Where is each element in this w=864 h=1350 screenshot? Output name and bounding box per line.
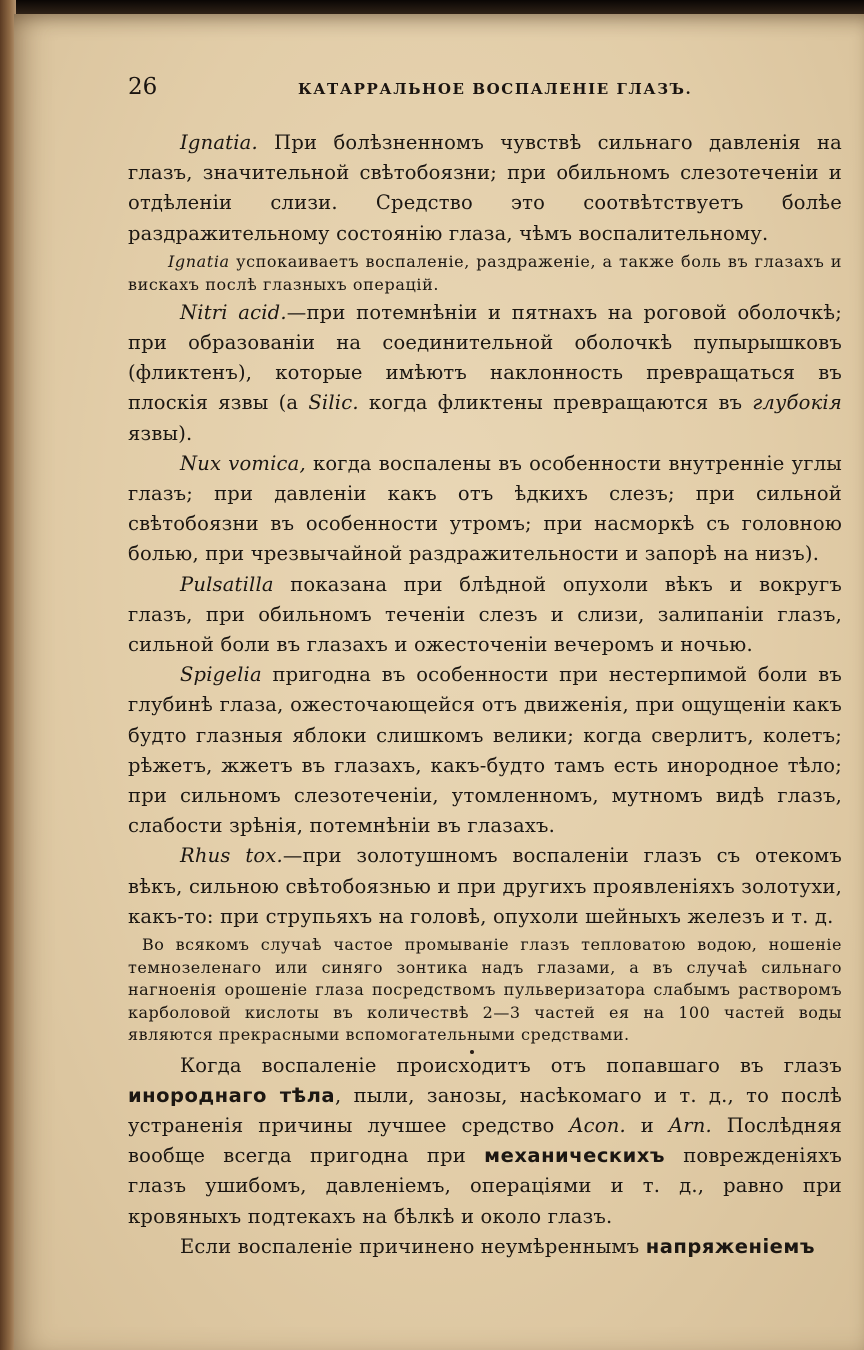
paragraph-spigelia — [128, 660, 842, 841]
emphasis: глубокія — [752, 391, 842, 415]
remedy-name: Acon. — [569, 1113, 626, 1137]
remedy-name: Arn. — [668, 1113, 712, 1137]
bold-term: механическихъ — [484, 1144, 666, 1168]
paragraph-text: —при потемнѣніи и пятнахъ на роговой оболочкѣ; при образованіи на соединительной оболочкѣ пупырышковъ (фликтенъ), которые имѣютъ наклонность превращаться въ плоскія язвы (а — [128, 300, 843, 415]
page-number: 26 — [128, 74, 158, 100]
bold-term: инороднаго тѣла — [128, 1083, 336, 1107]
paragraph-text: При болѣзненномъ чувствѣ сильнаго давленія на глазъ, значительной свѣтобоязни; при обильномъ слезотеченіи и отдѣленіи слизи. Средство это соотвѣтствуетъ болѣе раздражительному состоянію глаза, чѣмъ воспалительному. — [128, 131, 842, 245]
paragraph-text: Когда воспаленіе происходитъ отъ попавшаго въ глазъ — [180, 1053, 842, 1077]
bold-term: напряженіемъ — [645, 1234, 815, 1258]
paragraph-text: Послѣдняя вообще всегда пригодна при — [128, 1113, 842, 1168]
remedy-name: Ignatia — [168, 251, 230, 271]
paragraph-rhus-tox — [128, 841, 842, 932]
paragraph-text: поврежденіяхъ глазъ ушибомъ, давленіемъ, операціями и т. д., равно при кровяныхъ подтекахъ на бѣлкѣ и около глазъ. — [128, 1144, 842, 1228]
remedy-name: Ignatia. — [180, 131, 258, 154]
paragraph-text: , пыли, занозы, насѣкомаго и т. д., то послѣ устраненія причины лучшее средство — [128, 1083, 842, 1137]
page-header — [128, 74, 828, 110]
paragraph-text: когда фликтены превращаются въ — [358, 391, 753, 415]
paragraph-nux-vomica — [128, 449, 842, 570]
remedy-name: Rhus tox. — [180, 844, 283, 868]
paragraph-text: показана при блѣдной опухоли вѣкъ и вокругъ глазъ, при обильномъ теченіи слезъ и слизи, залипаніи глазъ, сильной боли въ глазахъ и ожесточеніи вечеромъ и ночью. — [128, 572, 842, 657]
running-head: КАТАРРАЛЬНОЕ ВОСПАЛЕНІЕ ГЛАЗЪ. — [298, 80, 693, 98]
paragraph-text: и — [625, 1113, 669, 1137]
note-general-care — [128, 934, 842, 1047]
page-body — [128, 128, 842, 1262]
paragraph-ignatia — [128, 128, 842, 249]
note-ignatia — [128, 250, 842, 296]
paragraph-strain — [128, 1232, 842, 1262]
paragraph-text: Если воспаленіе причинено неумѣреннымъ — [180, 1234, 646, 1258]
paragraph-foreign-body — [128, 1051, 842, 1232]
paragraph-text: язвы). — [128, 421, 193, 445]
note-text: успокаиваетъ воспаленіе, раздраженіе, а также боль въ глазахъ и вискахъ послѣ глазныхъ операцій. — [128, 251, 842, 294]
paragraph-pulsatilla — [128, 570, 842, 661]
paragraph-nitri-acid — [128, 298, 842, 449]
paragraph-text: когда воспалены въ особенности внутренніе углы глазъ; при давленіи какъ отъ ѣдкихъ слезъ; при сильной свѣтобоязни въ особенности утромъ; при насморкѣ съ головною болью, при чрезвычайной раздражительности и запорѣ на низъ). — [128, 451, 842, 566]
note-text: Во всякомъ случаѣ частое промываніе глазъ тепловатою водою, ношеніе темнозеленаго или синяго зонтика надъ глазами, а въ случаѣ сильнаго нагноенія орошеніе глаза посредствомъ пульверизатора слабымъ растворомъ карболовой кислоты въ количествѣ 2—3 частей ея на 100 частей воды являются прекрасными вспомогательными средствами. — [128, 935, 842, 1045]
paragraph-text: —при золотушномъ воспаленіи глазъ съ отекомъ вѣкъ, сильною свѣтобоязнью и при другихъ проявленіяхъ золотухи, какъ-то: при струпьяхъ на головѣ, опухоли шейныхъ железъ и т. д. — [128, 844, 843, 928]
remedy-name: Spigelia — [180, 663, 262, 687]
remedy-name: Nux vomica, — [180, 451, 306, 475]
paragraph-text: пригодна въ особенности при нестерпимой боли въ глубинѣ глаза, ожесточающейся отъ движенія, при ощущеніи какъ будто глазныя яблоки слишкомъ велики; когда сверлитъ, колетъ; рѣжетъ, жжетъ въ глазахъ, какъ-будто тамъ есть инородное тѣло; при сильномъ слезотеченіи, утомленномъ, мутномъ видѣ глазъ, слабости зрѣнія, потемнѣніи въ глазахъ. — [128, 663, 842, 838]
remedy-name: Nitri acid. — [180, 300, 287, 324]
print-speck — [470, 1050, 474, 1054]
remedy-name: Silic. — [308, 391, 359, 415]
remedy-name: Pulsatilla — [180, 572, 274, 596]
